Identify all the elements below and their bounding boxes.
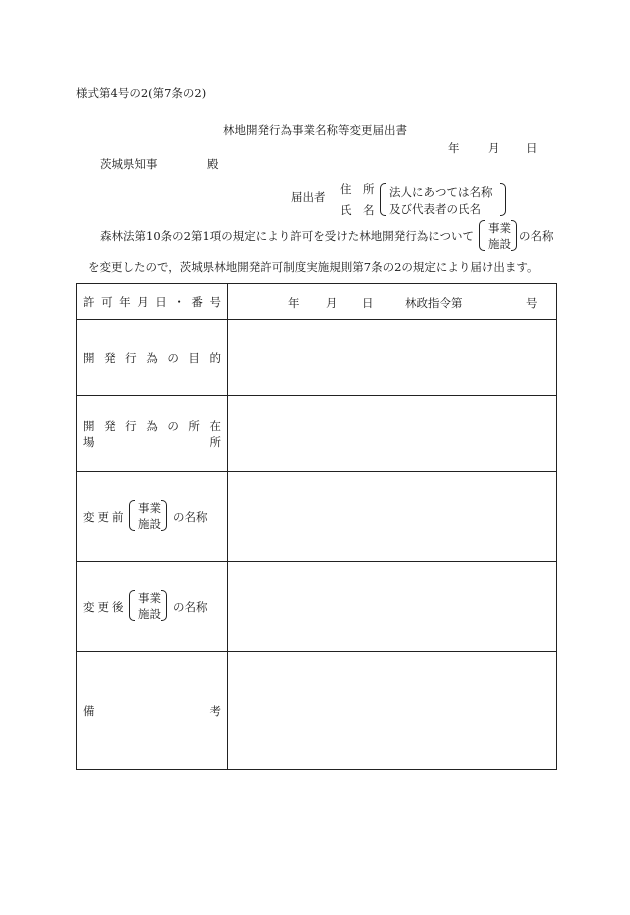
permit-month: 月 — [326, 296, 338, 310]
permit-label: 許 可 年 月 日 ・ 番 号 — [83, 294, 221, 309]
permit-year: 年 — [288, 296, 300, 310]
corporate-note-line-1: 法人にあつては名称 — [389, 185, 493, 199]
permit-day: 日 — [362, 296, 374, 310]
corporate-note-bracket — [380, 183, 506, 216]
body-line-2: を変更したので，茨城県林地開発許可制度実施規則第7条の2の規定により届け出ます。 — [88, 260, 539, 274]
notifier-label: 届出者 — [291, 190, 326, 204]
body-line-1: 森林法第10条の2第1項の規定により許可を受けた林地開発行為について — [100, 229, 475, 243]
remarks-label-b: 考 — [209, 703, 221, 718]
addressee-honorific: 殿 — [207, 157, 219, 171]
location-value-cell[interactable] — [228, 396, 557, 472]
form-number: 様式第4号の2(第7条の2) — [76, 86, 207, 100]
permit-value-cell[interactable] — [228, 284, 557, 320]
notifier-address-label: 住 所 — [340, 182, 375, 196]
permit-prefix: 林政指令第 — [405, 296, 463, 310]
row-permit — [77, 284, 557, 320]
addressee-name: 茨城県知事 — [100, 157, 158, 171]
document-title: 林地開発行為事業名称等変更届出書 — [223, 123, 407, 137]
before-label — [77, 500, 215, 534]
date-year: 年 — [448, 141, 460, 155]
before-name-suffix: の名称 — [173, 509, 208, 524]
date-month: 月 — [488, 141, 500, 155]
after-value-cell[interactable] — [228, 562, 557, 652]
permit-suffix: 号 — [526, 296, 538, 310]
row-before — [77, 472, 557, 562]
after-option-bracket — [129, 590, 167, 621]
location-label-2a: 場 — [83, 434, 95, 449]
before-option-1: 事業 — [138, 500, 161, 515]
purpose-label: 開 発 行 為 の 目 的 — [83, 350, 221, 365]
body-option-bracket — [479, 220, 517, 251]
body-line-1-suffix: の名称 — [519, 229, 554, 243]
row-purpose — [77, 320, 557, 396]
location-label-1: 開 発 行 為 の 所 在 — [83, 418, 221, 433]
after-label-text: 変更後 — [83, 599, 127, 614]
remarks-label-a: 備 — [83, 703, 95, 718]
remarks-value-cell[interactable] — [228, 652, 557, 770]
notification-table — [76, 283, 557, 770]
body-option-2: 施設 — [488, 237, 511, 251]
after-label — [77, 590, 215, 624]
row-remarks — [77, 652, 557, 770]
notifier-name-label: 氏 名 — [340, 203, 375, 217]
before-value-cell[interactable] — [228, 472, 557, 562]
row-after — [77, 562, 557, 652]
after-option-2: 施設 — [138, 606, 161, 621]
addressee — [100, 156, 219, 172]
before-option-2: 施設 — [138, 516, 161, 531]
after-name-suffix: の名称 — [173, 599, 208, 614]
body-option-1: 事業 — [488, 221, 511, 235]
location-label-2 — [77, 434, 227, 450]
after-option-1: 事業 — [138, 590, 161, 605]
purpose-value-cell[interactable] — [228, 320, 557, 396]
date-day: 日 — [526, 141, 538, 155]
row-location — [77, 396, 557, 472]
before-option-bracket — [129, 500, 167, 531]
location-label-2b: 所 — [209, 434, 221, 449]
corporate-note-line-2: 及び代表者の氏名 — [389, 202, 481, 216]
before-label-text: 変更前 — [83, 509, 127, 524]
remarks-label — [77, 703, 227, 719]
